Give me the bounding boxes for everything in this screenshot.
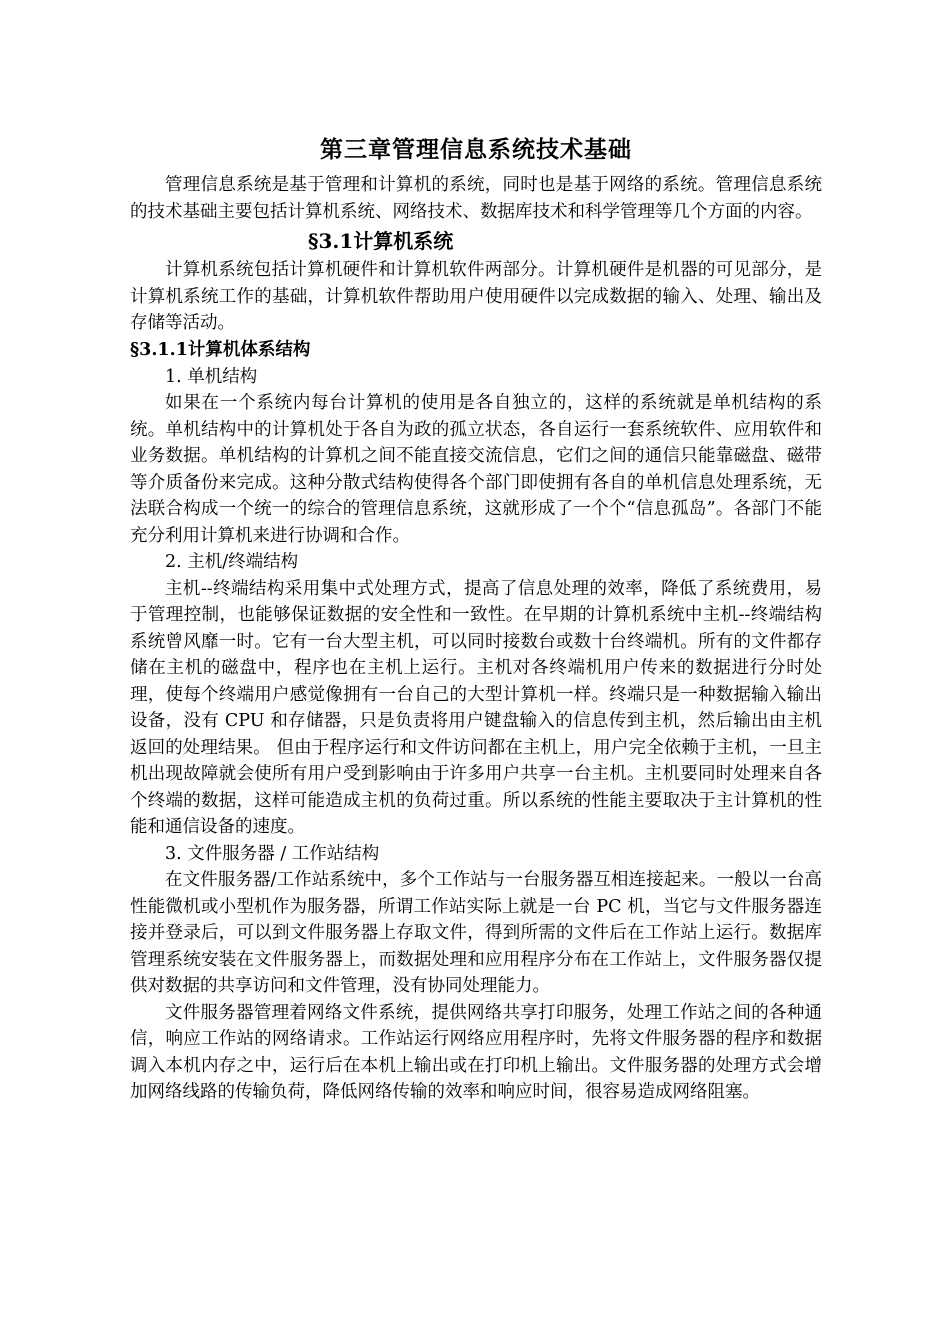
item3-paragraph-2: 文件服务器管理着网络文件系统，提供网络共享打印服务，处理工作站之间的各种通信，响应工作站的网络请求。工作站运行网络应用程序时，先将文件服务器的程序和数据调入本机内存之中，运行后在本机上输出或在打印机上输出。文件服务器的处理方式会增加网络线路的传输负荷，降低网络传输的效率和响应时间，很容易造成网络阻塞。 — [130, 1002, 822, 1102]
item3-heading: 3. 文件服务器 / 工作站结构 — [165, 843, 380, 864]
section-title: §3.1计算机系统 — [308, 229, 454, 253]
item1-heading: 1. 单机结构 — [165, 366, 258, 387]
intro-paragraph: 管理信息系统是基于管理和计算机的系统，同时也是基于网络的系统。管理信息系统的技术基础主要包括计算机系统、网络技术、数据库技术和科学管理等几个方面的内容。 — [130, 175, 822, 222]
item3-paragraph-1: 在文件服务器/工作站系统中，多个工作站与一台服务器互相连接起来。一般以一台高性能微机或小型机作为服务器，所谓工作站实际上就是一台 PC 机，当它与文件服务器连接并登录后，可以到文件服务器上存取文件，得到所需的文件后在工作站上运行。数据库管理系统安装在文件服务器上，而数据处理和应用程序分布在工作站上，文件服务器仅提供对数据的共享访问和文件管理，没有协同处理能力。 — [130, 870, 822, 996]
item1-paragraph: 如果在一个系统内每台计算机的使用是各自独立的，这样的系统就是单机结构的系统。单机结构中的计算机处于各自为政的孤立状态，各自运行一套系统软件、应用软件和业务数据。单机结构的计算机之间不能直接交流信息，它们之间的通信只能靠磁盘、磁带等介质备份来完成。这种分散式结构使得各个部门即使拥有各自的单机信息处理系统，无法联合构成一个统一的综合的管理信息系统，这就形成了一个个“信息孤岛”。各部门不能充分利用计算机来进行协调和合作。 — [130, 393, 822, 546]
item2-paragraph: 主机--终端结构采用集中式处理方式，提高了信息处理的效率，降低了系统费用，易于管理控制，也能够保证数据的安全性和一致性。在早期的计算机系统中主机--终端结构系统曾风靡一时。它有一台大型主机，可以同时接数台或数十台终端机。所有的文件都存储在主机的磁盘中，程序也在主机上运行。主机对各终端机用户传来的数据进行分时处理，使每个终端用户感觉像拥有一台自己的大型计算机一样。终端只是一种数据输入输出设备，没有 CPU 和存储器，只是负责将用户键盘输入的信息传到主机，然后输出由主机返回的处理结果。 但由于程序运行和文件访问都在主机上，用户完全依赖于主机，一旦主机出现故障就会使所有用户受到影响由于许多用户共享一台主机。主机要同时处理来自各个终端的数据，这样可能造成主机的负荷过重。所以系统的性能主要取决于主计算机的性能和通信设备的速度。 — [130, 578, 822, 837]
chapter-title: 第三章管理信息系统技术基础 — [320, 136, 632, 163]
document-page — [130, 128, 822, 1106]
item2-heading: 2. 主机/终端结构 — [165, 552, 299, 572]
subsection-title: §3.1.1计算机体系结构 — [130, 339, 311, 360]
section-paragraph: 计算机系统包括计算机硬件和计算机软件两部分。计算机硬件是机器的可见部分，是计算机系统工作的基础，计算机软件帮助用户使用硬件以完成数据的输入、处理、输出及存储等活动。 — [130, 260, 822, 333]
